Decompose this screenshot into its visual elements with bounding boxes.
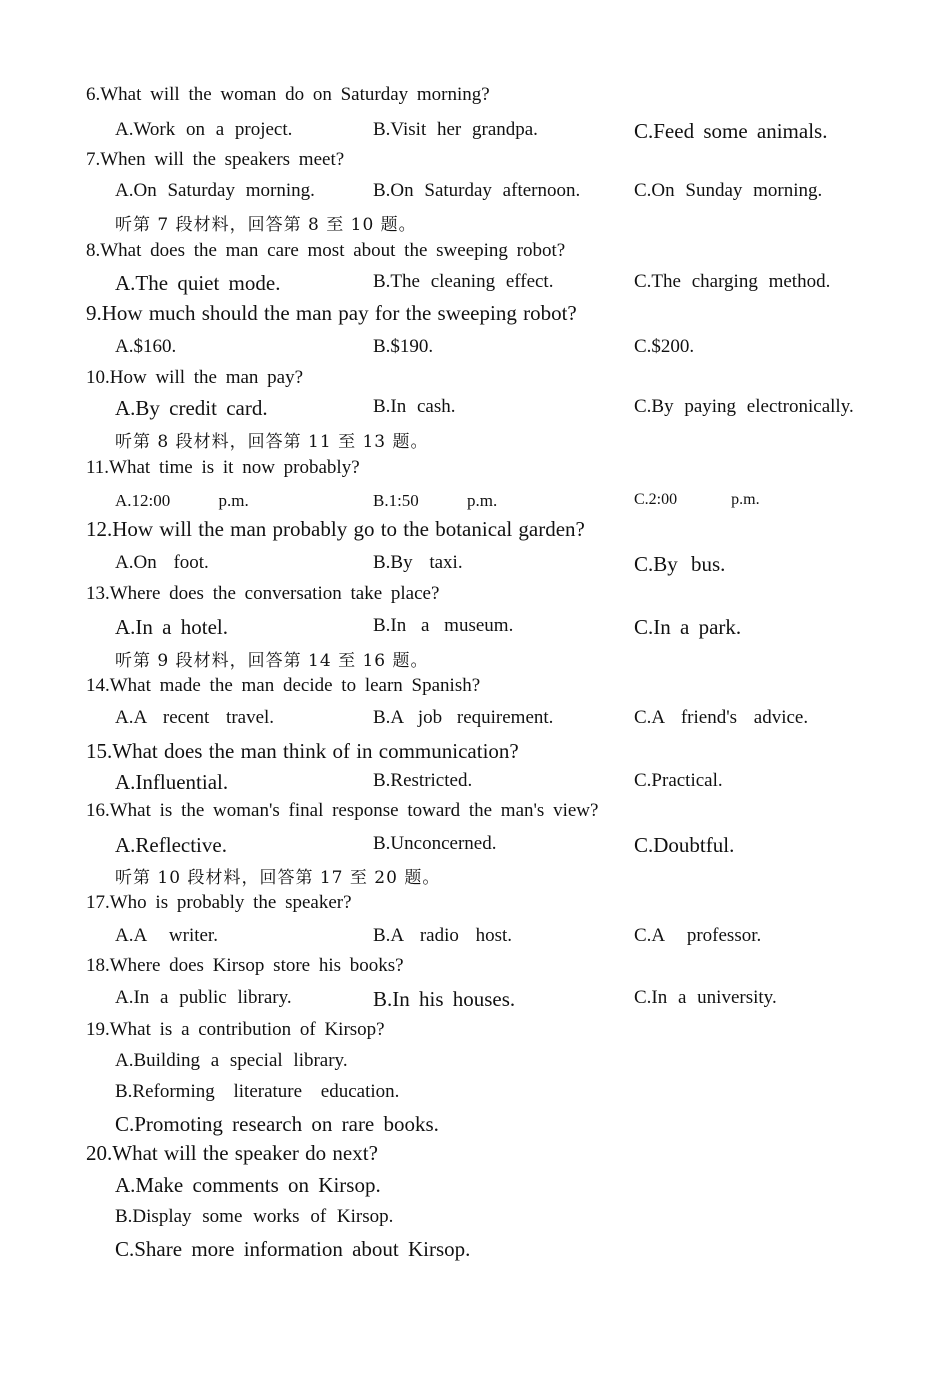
option-c: C.Practical. bbox=[634, 770, 723, 791]
question-text: 20.What will the speaker do next? bbox=[86, 1141, 378, 1165]
option-b: B.1:50 p.m. bbox=[373, 491, 498, 510]
option-20-a-line bbox=[0, 1173, 950, 1203]
option-a: A.Building a special library. bbox=[115, 1050, 348, 1071]
question-17 bbox=[0, 892, 950, 922]
question-text: 14.What made the man decide to learn Spanish? bbox=[86, 675, 481, 696]
question-text: 15.What does the man think of in communication? bbox=[86, 739, 519, 763]
question-text: 17.Who is probably the speaker? bbox=[86, 892, 352, 913]
option-a: A.$160. bbox=[115, 336, 177, 357]
option-c: C.Doubtful. bbox=[634, 833, 735, 857]
question-14 bbox=[0, 675, 950, 705]
question-text: 10.How will the man pay? bbox=[86, 367, 304, 388]
option-b: B.The cleaning effect. bbox=[373, 271, 554, 292]
option-c: C.Share more information about Kirsop. bbox=[115, 1237, 471, 1261]
option-a: A.Influential. bbox=[115, 770, 229, 794]
section-instruction: 听第 10 段材料，回答第 17 至 20 题。 bbox=[115, 868, 441, 888]
option-c: C.By paying electronically. bbox=[634, 396, 854, 417]
option-c: C.In a university. bbox=[634, 987, 777, 1008]
question-8 bbox=[0, 240, 950, 270]
options-13 bbox=[0, 615, 950, 645]
question-10 bbox=[0, 367, 950, 397]
question-text: 6.What will the woman do on Saturday morning? bbox=[86, 84, 490, 105]
question-text: 8.What does the man care most about the sweeping robot? bbox=[86, 240, 566, 261]
question-7 bbox=[0, 149, 950, 179]
options-7 bbox=[0, 180, 950, 210]
option-b: B.By taxi. bbox=[373, 552, 463, 573]
option-c: C.Promoting research on rare books. bbox=[115, 1112, 439, 1136]
section-instruction: 听第 7 段材料，回答第 8 至 10 题。 bbox=[115, 215, 417, 235]
option-19-b-line bbox=[0, 1081, 950, 1111]
option-b: B.Display some works of Kirsop. bbox=[115, 1206, 394, 1227]
option-a: A.By credit card. bbox=[115, 396, 268, 420]
option-c: C.A professor. bbox=[634, 925, 762, 946]
option-a: A.Work on a project. bbox=[115, 119, 293, 140]
question-11 bbox=[0, 457, 950, 487]
question-19 bbox=[0, 1019, 950, 1049]
question-text: 13.Where does the conversation take place? bbox=[86, 583, 440, 604]
option-a: A.12:00 p.m. bbox=[115, 491, 249, 510]
question-9 bbox=[0, 301, 950, 331]
option-a: A.In a hotel. bbox=[115, 615, 228, 639]
option-b: B.$190. bbox=[373, 336, 434, 357]
option-b: B.In his houses. bbox=[373, 987, 516, 1011]
option-a: A.Reflective. bbox=[115, 833, 227, 857]
option-b: B.On Saturday afternoon. bbox=[373, 180, 581, 201]
section-header-9 bbox=[0, 646, 950, 676]
options-12 bbox=[0, 552, 950, 582]
option-a: A.On foot. bbox=[115, 552, 209, 573]
section-instruction: 听第 9 段材料，回答第 14 至 16 题。 bbox=[115, 651, 429, 671]
option-c: C.In a park. bbox=[634, 615, 742, 639]
option-b: B.Visit her grandpa. bbox=[373, 119, 538, 140]
option-19-a-line bbox=[0, 1050, 950, 1080]
question-text: 16.What is the woman's final response toward the man's view? bbox=[86, 800, 599, 821]
section-header-7 bbox=[0, 210, 950, 240]
options-9 bbox=[0, 336, 950, 366]
question-13 bbox=[0, 583, 950, 613]
option-20-b-line bbox=[0, 1206, 950, 1236]
option-20-c-line bbox=[0, 1237, 950, 1267]
option-b: B.In a museum. bbox=[373, 615, 514, 636]
question-20 bbox=[0, 1141, 950, 1171]
option-c: C.By bus. bbox=[634, 552, 726, 576]
options-17 bbox=[0, 925, 950, 955]
option-b: B.Restricted. bbox=[373, 770, 473, 791]
question-6 bbox=[0, 84, 950, 114]
option-19-c-line bbox=[0, 1112, 950, 1142]
option-a: A.The quiet mode. bbox=[115, 271, 281, 295]
option-c: C.2:00 p.m. bbox=[634, 491, 760, 508]
section-header-8 bbox=[0, 427, 950, 457]
option-c: C.Feed some animals. bbox=[634, 119, 828, 143]
options-14 bbox=[0, 707, 950, 737]
options-16 bbox=[0, 833, 950, 863]
option-a: A.Make comments on Kirsop. bbox=[115, 1173, 381, 1197]
options-10 bbox=[0, 396, 950, 426]
option-c: C.On Sunday morning. bbox=[634, 180, 823, 201]
option-c: C.A friend's advice. bbox=[634, 707, 809, 728]
section-instruction: 听第 8 段材料，回答第 11 至 13 题。 bbox=[115, 432, 429, 452]
option-b: B.A radio host. bbox=[373, 925, 513, 946]
options-6 bbox=[0, 119, 950, 149]
option-c: C.$200. bbox=[634, 336, 695, 357]
question-18 bbox=[0, 955, 950, 985]
option-b: B.Unconcerned. bbox=[373, 833, 497, 854]
option-a: A.A writer. bbox=[115, 925, 218, 946]
question-text: 18.Where does Kirsop store his books? bbox=[86, 955, 404, 976]
question-text: 19.What is a contribution of Kirsop? bbox=[86, 1019, 385, 1040]
question-12 bbox=[0, 517, 950, 547]
option-a: A.A recent travel. bbox=[115, 707, 275, 728]
option-a: A.On Saturday morning. bbox=[115, 180, 315, 201]
section-header-10 bbox=[0, 863, 950, 893]
question-15 bbox=[0, 739, 950, 769]
option-b: B.A job requirement. bbox=[373, 707, 554, 728]
option-b: B.Reforming literature education. bbox=[115, 1081, 400, 1102]
question-16 bbox=[0, 800, 950, 830]
option-a: A.In a public library. bbox=[115, 987, 292, 1008]
options-18 bbox=[0, 987, 950, 1017]
option-c: C.The charging method. bbox=[634, 271, 831, 292]
options-15 bbox=[0, 770, 950, 800]
question-text: 9.How much should the man pay for the sweeping robot? bbox=[86, 301, 577, 325]
question-text: 7.When will the speakers meet? bbox=[86, 149, 345, 170]
option-b: B.In cash. bbox=[373, 396, 456, 417]
question-text: 11.What time is it now probably? bbox=[86, 457, 360, 478]
question-text: 12.How will the man probably go to the botanical garden? bbox=[86, 517, 585, 541]
options-8 bbox=[0, 271, 950, 301]
